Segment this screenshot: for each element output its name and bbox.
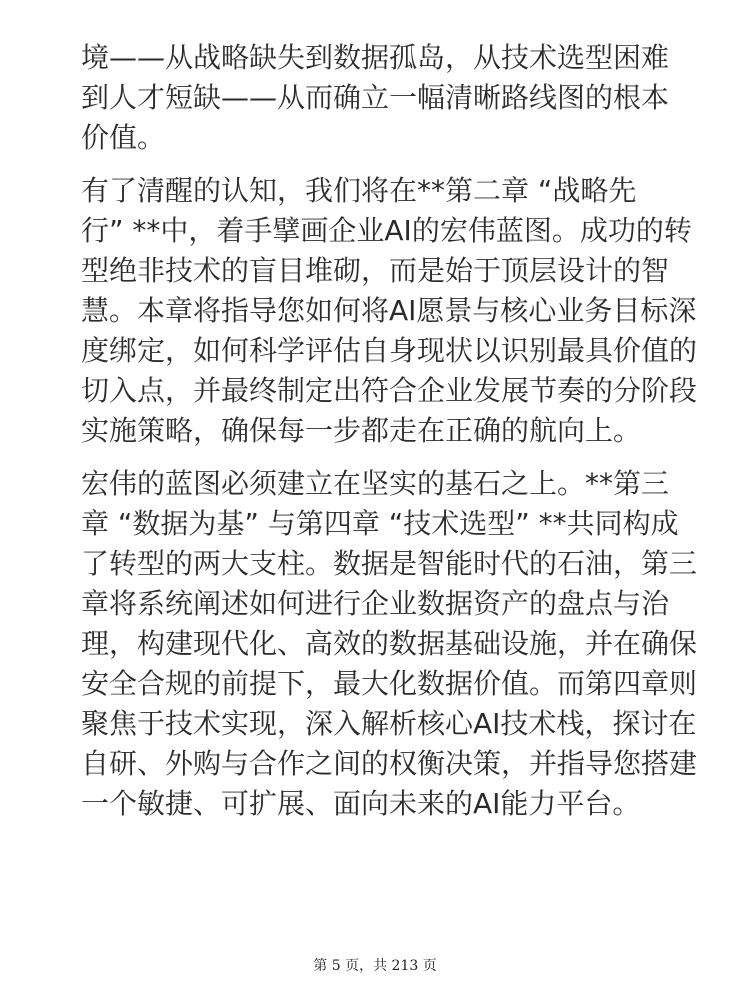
text-line: 切入点，并最终制定出符合企业发展节奏的分阶段 <box>81 374 698 407</box>
text-line: 价值。 <box>81 121 166 154</box>
body-text <box>81 38 698 837</box>
paragraph-3 <box>81 464 698 824</box>
text-line: 了转型的两大支柱。数据是智能时代的石油，第三 <box>81 547 698 580</box>
text-line: 自研、外购与合作之间的权衡决策，并指导您搭建 <box>81 747 698 780</box>
text-line: 型绝非技术的盲目堆砌，而是始于顶层设计的智 <box>81 254 670 287</box>
text-line: 章将系统阐述如何进行企业数据资产的盘点与治 <box>81 587 670 620</box>
text-line: 度绑定，如何科学评估自身现状以识别最具价值的 <box>81 334 698 367</box>
text-line: 理，构建现代化、高效的数据基础设施，并在确保 <box>81 627 698 660</box>
text-line: 章 “数据为基” 与第四章 “技术选型” **共同构成 <box>81 507 679 540</box>
text-line: 慧。本章将指导您如何将AI愿景与核心业务目标深 <box>81 294 697 327</box>
text-line: 到人才短缺——从而确立一幅清晰路线图的根本 <box>81 81 670 114</box>
text-line: 行” **中，着手擘画企业AI的宏伟蓝图。成功的转 <box>81 214 692 247</box>
paragraph-2 <box>81 171 698 451</box>
paragraph-1 <box>81 38 671 158</box>
text-line: 聚焦于技术实现，深入解析核心AI技术栈，探讨在 <box>81 707 697 740</box>
text-line: 实施策略，确保每一步都走在正确的航向上。 <box>81 414 642 447</box>
text-line: 一个敏捷、可扩展、面向未来的AI能力平台。 <box>81 787 641 820</box>
text-line: 境——从战略缺失到数据孤岛，从技术选型困难 <box>81 41 670 74</box>
text-line: 宏伟的蓝图必须建立在坚实的基石之上。**第三 <box>81 467 670 500</box>
text-line: 安全合规的前提下，最大化数据价值。而第四章则 <box>81 667 698 700</box>
text-line: 有了清醒的认知，我们将在**第二章 “战略先 <box>81 174 637 207</box>
page-number: 第 5 页，共 213 页 <box>313 958 437 974</box>
